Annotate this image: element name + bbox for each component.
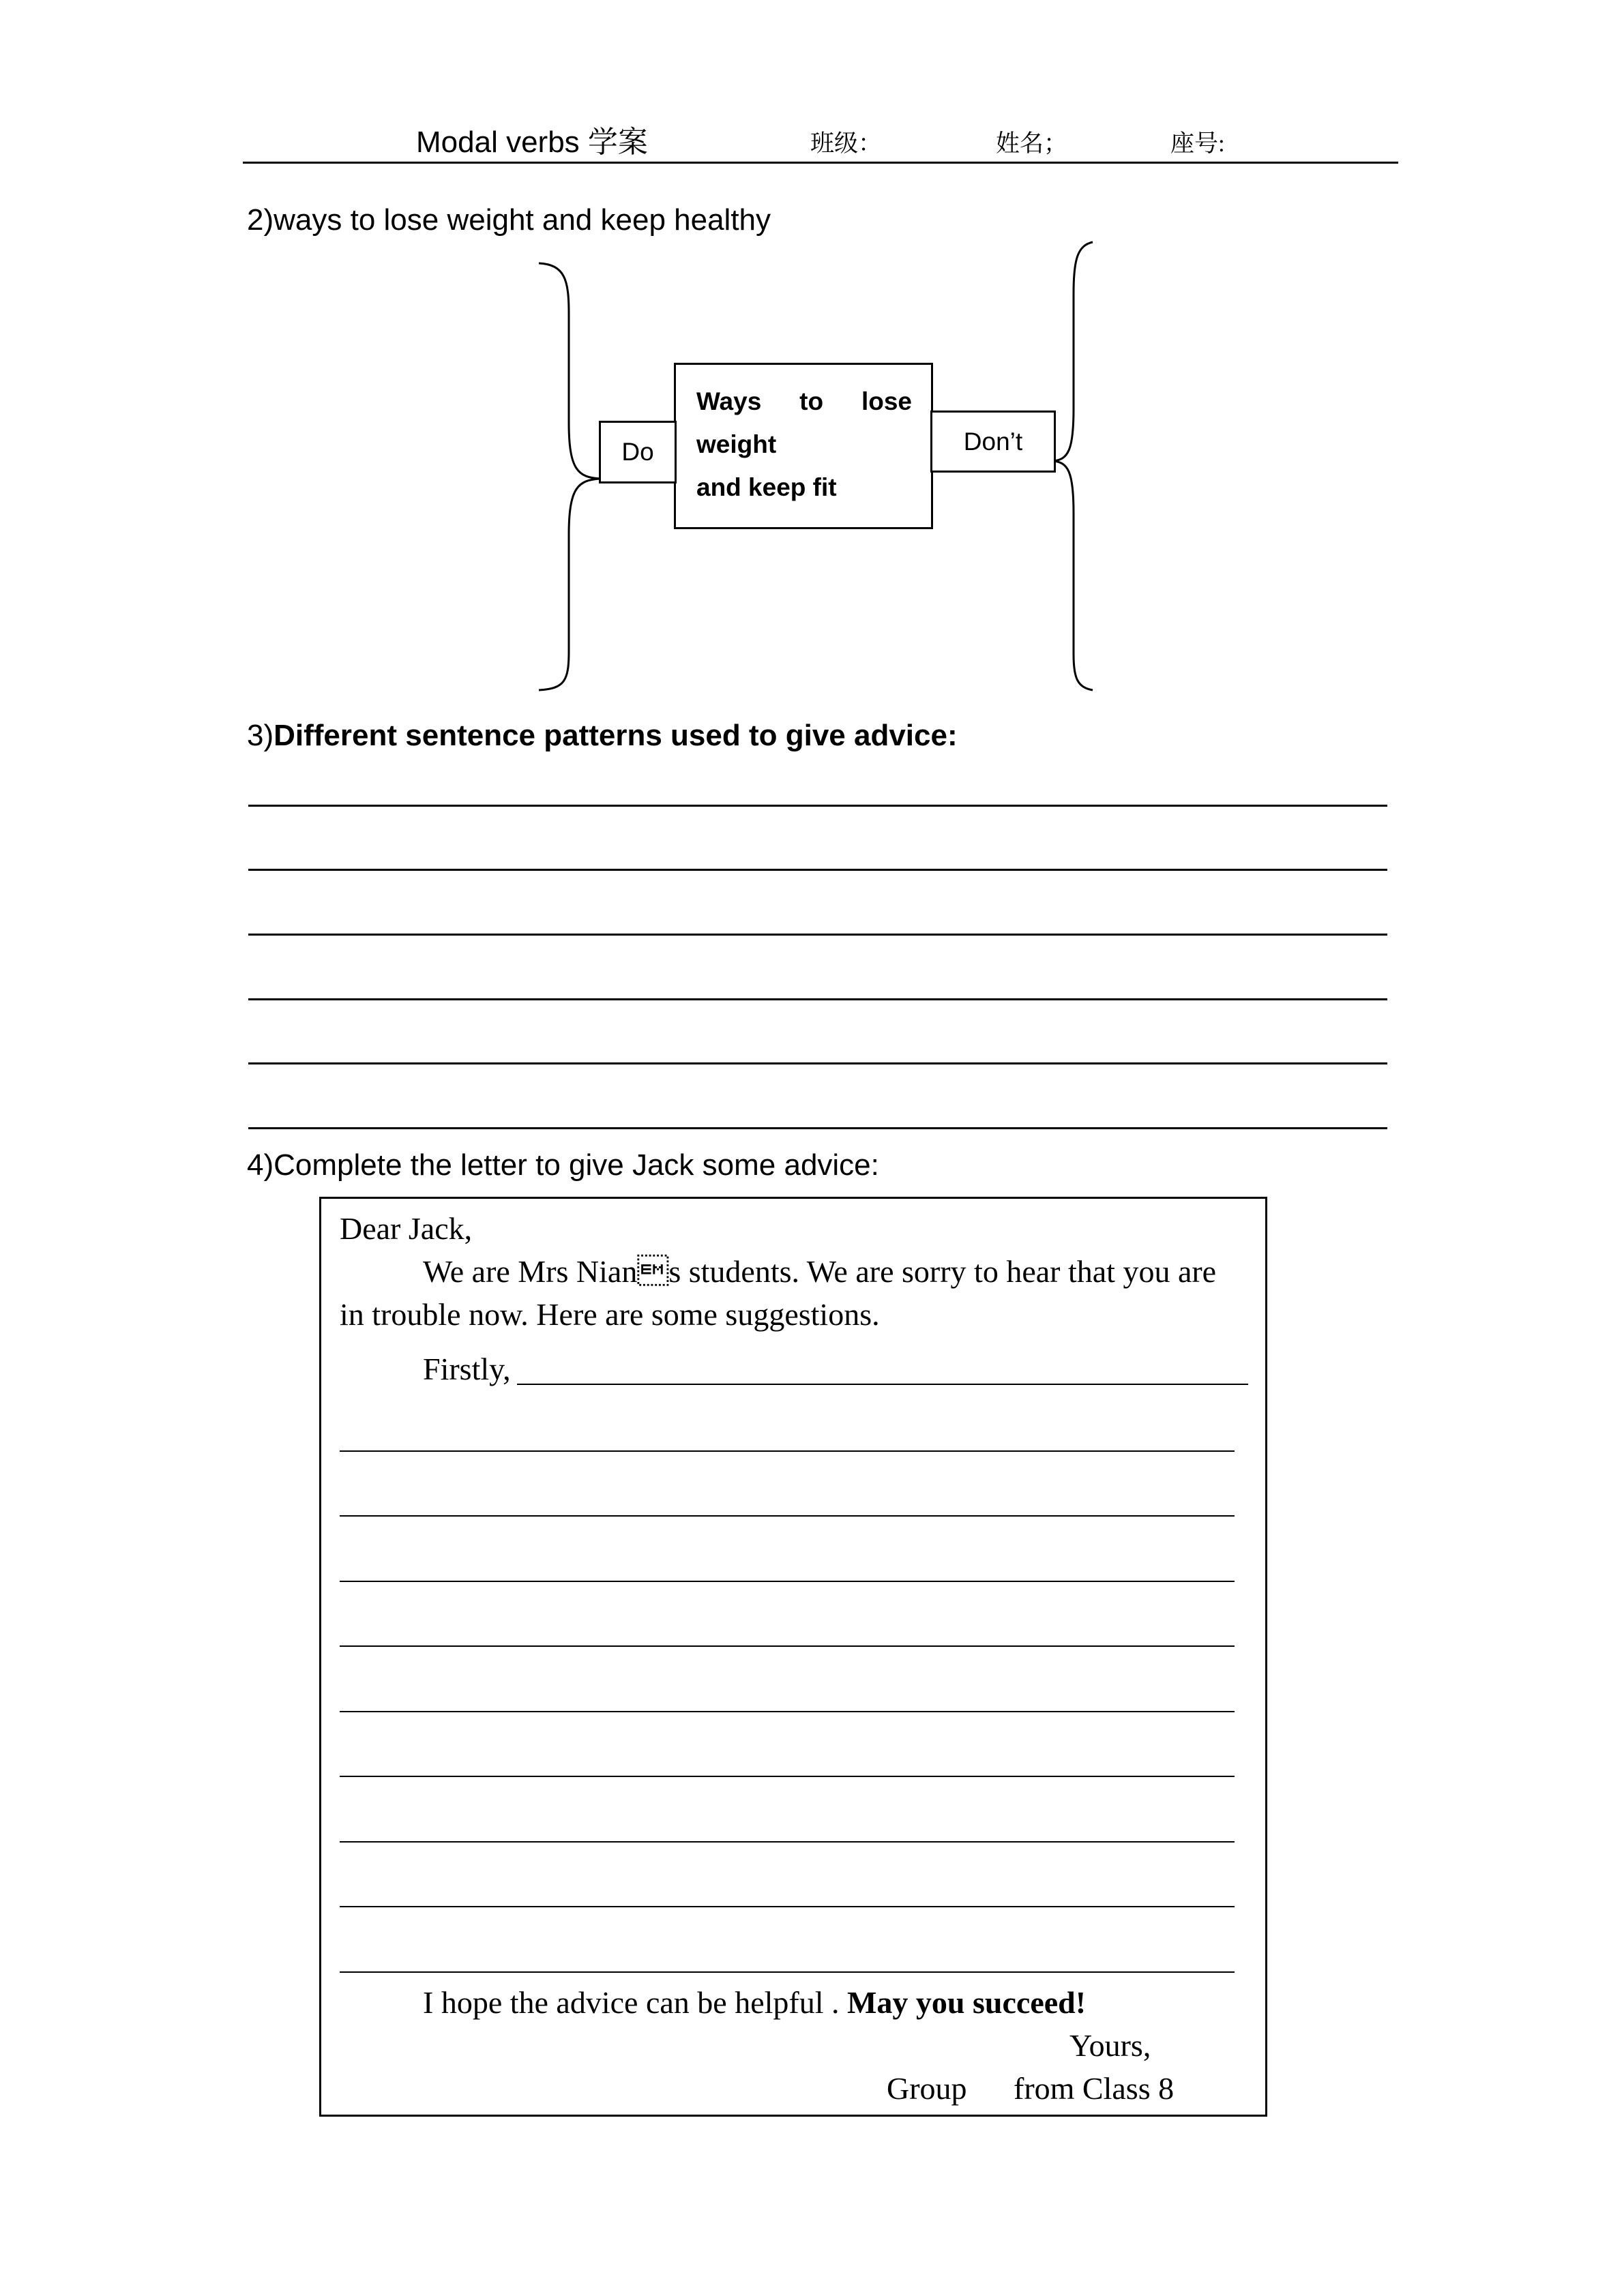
- firstly-answer-line[interactable]: [517, 1384, 1248, 1385]
- letter-firstly: Firstly,: [423, 1352, 511, 1386]
- answer-line[interactable]: [248, 805, 1387, 807]
- letter-class-label: from Class 8: [1014, 2071, 1175, 2106]
- central-topic-box: [674, 363, 933, 529]
- dont-label-box: [930, 411, 1056, 473]
- letter-salutation: Dear Jack,: [340, 1211, 473, 1246]
- right-brace: [1053, 242, 1093, 690]
- letter-answer-line[interactable]: [340, 1906, 1235, 1907]
- do-label-box: [599, 421, 677, 483]
- letter-answer-line[interactable]: [340, 1711, 1235, 1712]
- name-field-label: 姓名；: [996, 130, 1068, 157]
- worksheet-title: Modal verbs 学案: [416, 125, 648, 159]
- letter-answer-line[interactable]: [340, 1450, 1235, 1452]
- letter-closing: [423, 1984, 1086, 2021]
- left-brace: [539, 263, 600, 690]
- do-label: Do: [621, 438, 654, 466]
- seat-field-label: 座号:: [1170, 130, 1225, 157]
- letter-answer-line[interactable]: [340, 1581, 1235, 1582]
- section3-heading: Different sentence patterns used to give advice:: [274, 719, 958, 752]
- section4-heading: 4)Complete the letter to give Jack some advice:: [247, 1148, 879, 1182]
- class-field-label: 班级：: [810, 130, 883, 157]
- letter-answer-line[interactable]: [340, 1841, 1235, 1843]
- letter-box: [319, 1197, 1267, 2117]
- letter-group-label: Group: [887, 2071, 967, 2106]
- answer-line[interactable]: [248, 998, 1387, 1000]
- section2-heading: 2)ways to lose weight and keep healthy: [247, 203, 771, 237]
- central-word: Ways: [696, 387, 762, 415]
- letter-answer-line[interactable]: [340, 1776, 1235, 1777]
- letter-answer-line[interactable]: [340, 1971, 1235, 1973]
- answer-line[interactable]: [248, 1062, 1387, 1064]
- section3-heading-row: [247, 719, 958, 753]
- central-topic-line2: weight: [696, 430, 777, 458]
- letter-paragraph-line: We are Mrs Nians students. We are sorry to hear that you are: [423, 1254, 1217, 1289]
- letter-closing-bold: May you succeed!: [847, 1985, 1087, 2020]
- letter-paragraph-line: in trouble now. Here are some suggestions.: [340, 1297, 880, 1332]
- answer-line[interactable]: [248, 934, 1387, 936]
- header-rule: [243, 162, 1398, 164]
- letter-answer-line[interactable]: [340, 1515, 1235, 1517]
- letter-signoff: Yours,: [1069, 2028, 1151, 2063]
- section3-number: 3): [247, 719, 274, 752]
- letter-answer-line[interactable]: [340, 1645, 1235, 1647]
- central-word: to: [799, 387, 824, 415]
- letter-closing-text: I hope the advice can be helpful .: [423, 1985, 848, 2020]
- dont-label: Don’t: [963, 427, 1023, 456]
- central-word: lose: [861, 387, 912, 415]
- central-topic-line3: and keep fit: [696, 473, 837, 501]
- answer-line[interactable]: [248, 869, 1387, 871]
- answer-line[interactable]: [248, 1127, 1387, 1129]
- central-topic-line1: [696, 380, 912, 423]
